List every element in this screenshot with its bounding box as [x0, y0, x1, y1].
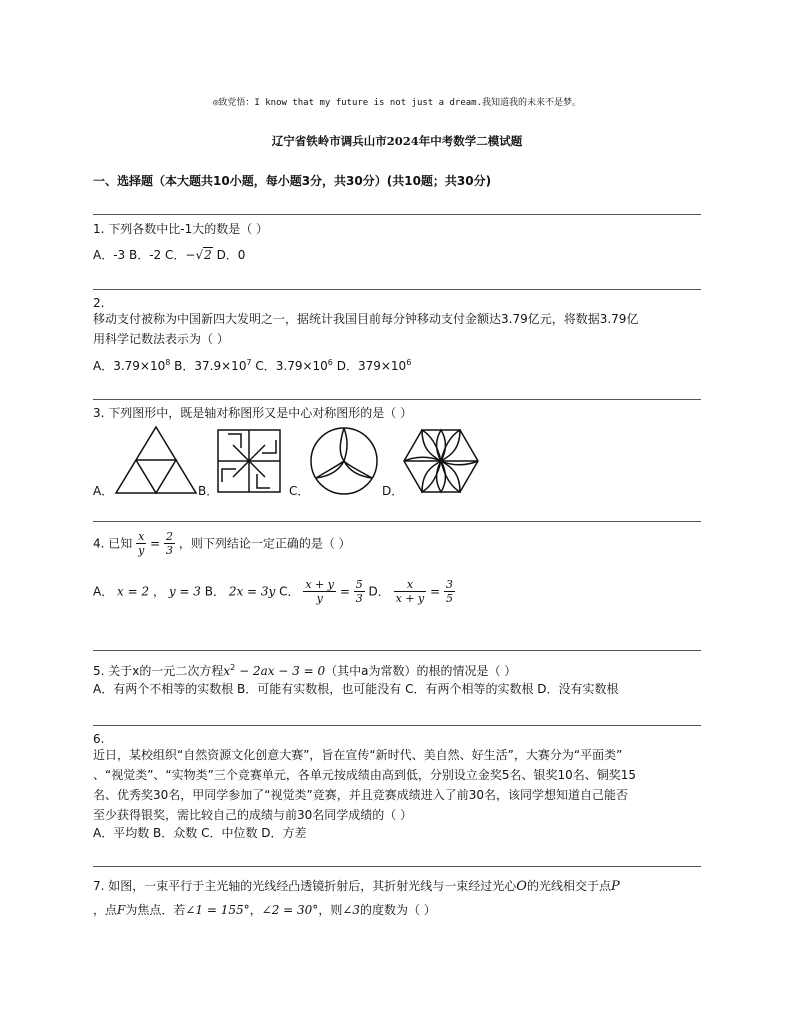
q1-options — [93, 246, 245, 264]
q4-opt-d-label: D． — [368, 584, 390, 599]
q3-stem: 3. 下列图形中，既是轴对称图形又是中心对称图形的是（ ） — [93, 406, 413, 420]
q2-options — [93, 354, 411, 375]
q6-line: 、“视觉类”、“实物类”三个竞赛单元，各单元按成绩由高到低，分别设立金奖5名、银奖10名、铜奖15 — [93, 768, 637, 782]
q4-opt-c-ratio — [354, 578, 365, 605]
q4-opt-a-expr1: x = 2 — [117, 584, 150, 599]
q6-number: 6. — [93, 732, 105, 746]
divider — [93, 521, 701, 522]
q4-suffix: ，则下列结论一定正确的是（ ） — [178, 536, 351, 551]
section-heading: 一、选择题（本大题共10小题，每小题3分，共30分）(共10题；共30分) — [93, 174, 492, 188]
q2-exp-c: 6 — [327, 358, 333, 367]
q7-angle1: ∠1 = 155° — [185, 903, 250, 917]
q2-opt-c: C．3.79×10 — [251, 359, 328, 373]
q7-line1 — [93, 877, 620, 896]
fraction-numerator: x — [138, 530, 145, 543]
q2-exp-a: 8 — [165, 358, 171, 367]
q6-line: 名、优秀奖30名，甲同学参加了“视觉类”竞赛，并且竞赛成绩进入了前30名，该同学想知道自己能否 — [93, 788, 628, 802]
q4-given-fraction — [136, 530, 146, 557]
fraction-denominator: y — [138, 544, 145, 557]
divider — [93, 866, 701, 867]
header-motto: ◎致党悟：I know that my future is not just a dream.我知道我的未来不是梦。 — [213, 98, 581, 108]
q7-text: 的光线相交于点 — [526, 879, 611, 893]
q2-exp-d: 6 — [406, 358, 412, 367]
q7-angle2: ∠2 = 30° — [261, 903, 319, 917]
q7-var-p: P — [610, 879, 620, 894]
q5-prefix: 5. 关于x的一元二次方程 — [93, 664, 224, 678]
comma: ， — [152, 584, 165, 599]
q5-eq-rest: − 2ax − 3 = 0 — [235, 664, 326, 678]
q7-angle3: ∠3 — [342, 903, 361, 917]
fraction-numerator: 2 — [166, 530, 174, 543]
q2-number: 2. — [93, 296, 105, 310]
fraction-numerator: x — [394, 578, 427, 592]
fraction-denominator: x + y — [395, 592, 425, 605]
q2-opt-a: A．3.79×10 — [93, 359, 166, 373]
fraction-denominator: 5 — [445, 592, 453, 605]
q4-opt-c-fraction — [303, 578, 336, 605]
q4-opt-a-expr2: y = 3 — [168, 584, 201, 599]
q7-text: ，点 — [93, 903, 118, 917]
q3-label-a: A． — [93, 484, 114, 498]
q4-opt-c-label: C． — [279, 584, 300, 599]
q4-given-ratio — [164, 530, 175, 557]
q2-exp-b: 7 — [246, 358, 252, 367]
q7-text: ，则 — [318, 903, 343, 917]
divider — [93, 214, 701, 215]
comma: ， — [249, 903, 262, 917]
q2-opt-d: D．379×10 — [332, 359, 407, 373]
q1-neg: − — [185, 248, 196, 262]
equals-sign: = — [339, 584, 350, 599]
q2-line1: 移动支付被称为中国新四大发明之一，据统计我国目前每分钟移动支付金额达3.79亿元，将数据3.79亿 — [93, 312, 639, 326]
q4-opt-b-expr: 2x = 3y — [228, 584, 276, 599]
q3-label-c: C． — [289, 484, 310, 498]
q6-line: 至少获得银奖，需比较自己的成绩与前30名同学成绩的（ ） — [93, 808, 413, 822]
q3-label-b: B． — [198, 484, 219, 498]
q3-figure-d — [402, 428, 480, 494]
q4-prefix: 4. 已知 — [93, 536, 133, 551]
q4-options — [93, 578, 455, 605]
q3-figure-b — [216, 428, 282, 494]
fraction-numerator: 3 — [445, 578, 453, 591]
q6-line: 近日，某校组织“自然资源文化创意大赛”，旨在宣传“新时代、美自然、好生活”，大赛分为“平面类” — [93, 748, 623, 762]
divider — [93, 650, 701, 651]
equals-sign: = — [150, 536, 161, 551]
q4-opt-b-label: B． — [204, 584, 225, 599]
fraction-denominator: 3 — [166, 544, 174, 557]
fraction-denominator: y — [316, 592, 323, 605]
q4-stem — [93, 530, 351, 557]
q1-options-suffix: D．0 — [212, 248, 246, 262]
q3-label-d: D． — [382, 484, 404, 498]
q3-figure-c — [309, 426, 379, 496]
q4-opt-d-ratio — [444, 578, 455, 605]
q1-options-prefix: A．-3 B．-2 C． — [93, 248, 186, 262]
divider — [93, 289, 701, 290]
divider — [93, 399, 701, 400]
q3-figure-a — [113, 424, 199, 496]
q7-text: 为焦点．若 — [125, 903, 186, 917]
q7-line2 — [93, 901, 436, 919]
fraction-denominator: 3 — [355, 592, 363, 605]
q2-line2: 用科学记数法表示为（ ） — [93, 332, 229, 346]
equals-sign: = — [430, 584, 441, 599]
q7-var-f: F — [117, 903, 126, 917]
q1-stem: 1. 下列各数中比-1大的数是（ ） — [93, 222, 269, 236]
q5-suffix: （其中a为常数）的根的情况是（ ） — [325, 664, 517, 678]
q1-sqrt-arg: 2 — [204, 248, 212, 262]
q7-text: 7. 如图，一束平行于主光轴的光线经凸透镜折射后，其折射光线与一束经过光心 — [93, 879, 517, 893]
q5-eq-exp: 2 — [230, 663, 236, 672]
q5-options: A．有两个不相等的实数根 B．可能有实数根，也可能没有 C．有两个相等的实数根 D．没有实数根 — [93, 682, 619, 696]
q4-opt-a-label: A． — [93, 584, 114, 599]
q7-var-o: O — [516, 879, 527, 894]
fraction-numerator: x + y — [305, 578, 334, 591]
divider — [93, 725, 701, 726]
q5-stem — [93, 659, 516, 680]
q7-text: 的度数为（ ） — [360, 903, 436, 917]
q4-opt-d-fraction — [394, 578, 427, 605]
q6-options: A．平均数 B．众数 C．中位数 D．方差 — [93, 826, 307, 840]
q5-eq-var: x — [223, 664, 231, 678]
q2-opt-b: B．37.9×10 — [170, 359, 247, 373]
fraction-numerator: 5 — [355, 578, 363, 591]
sqrt-symbol: √ — [195, 248, 204, 262]
page-title: 辽宁省铁岭市调兵山市2024年中考数学二模试题 — [271, 134, 523, 148]
